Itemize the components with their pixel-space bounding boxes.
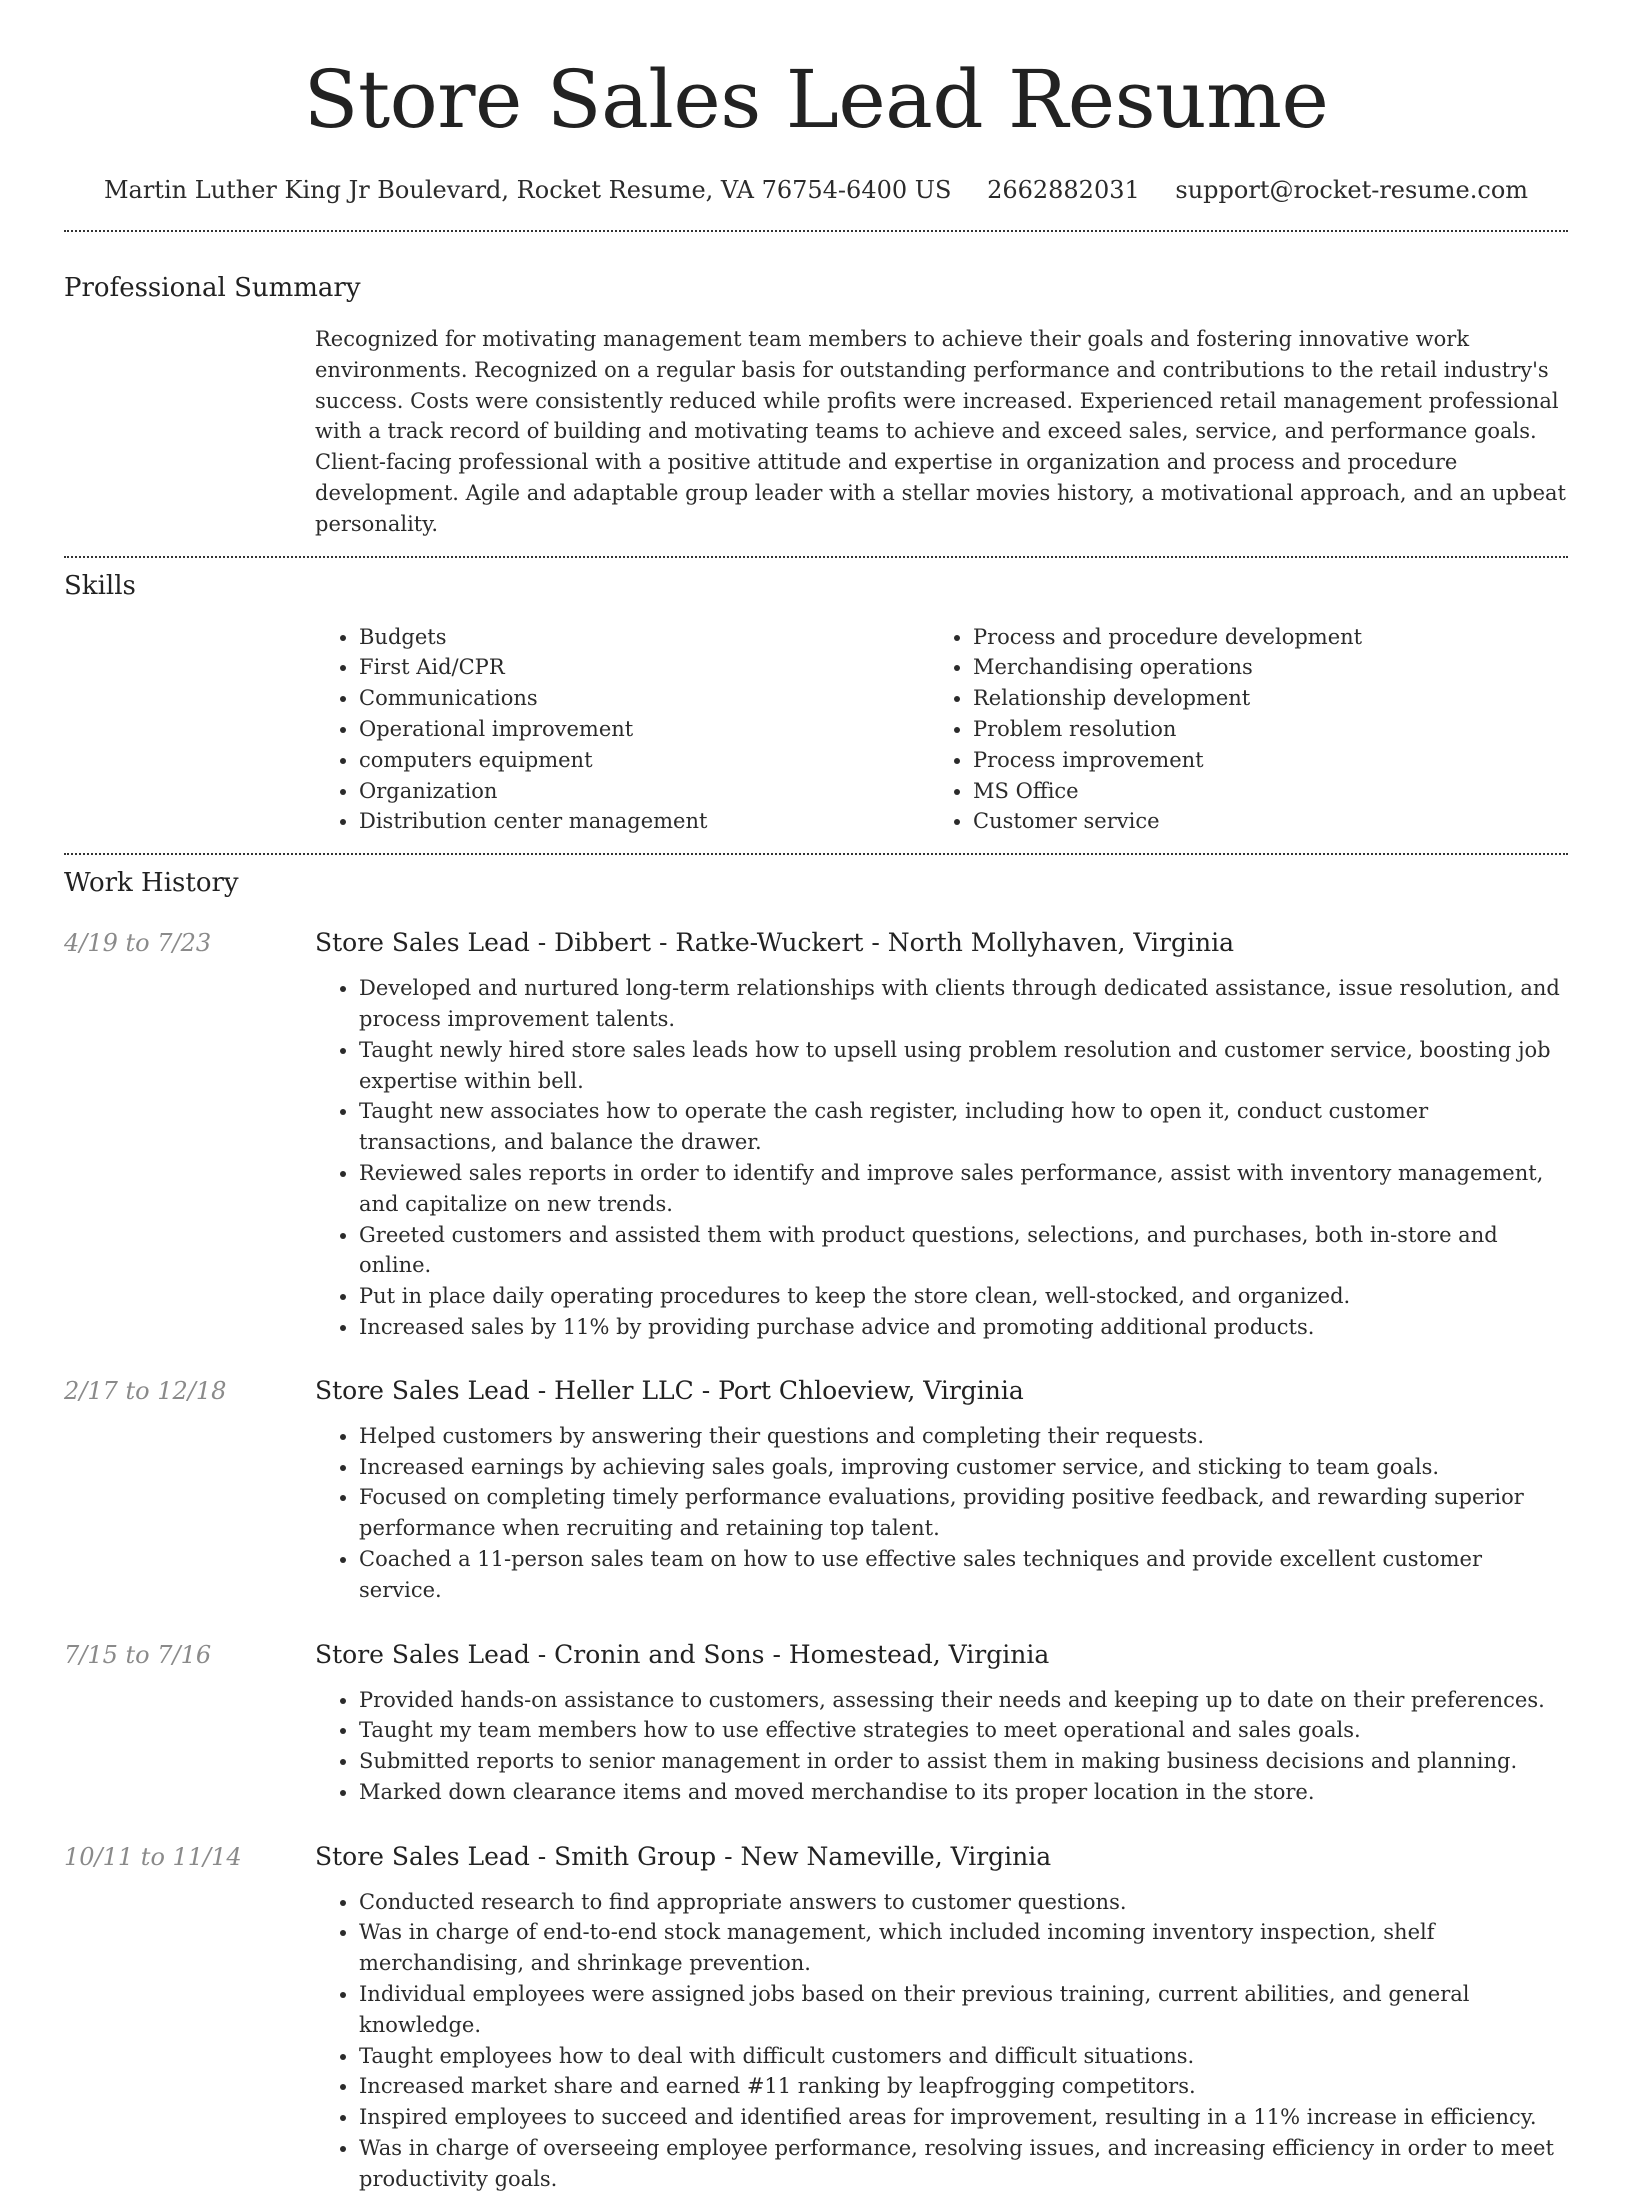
job-bullet: • Was in charge of overseeing employee performance, resolving issues, and increasing efficiency in order to meet productivity goals. <box>359 2133 1568 2195</box>
page-title: Store Sales Lead Resume <box>303 53 1329 146</box>
skills-column-1 <box>315 622 929 838</box>
summary-heading: Professional Summary <box>64 273 361 303</box>
job-bullet: • Taught employees how to deal with difficult customers and difficult situations. <box>359 2041 1568 2072</box>
skill-item: • Merchandising operations <box>973 652 1362 683</box>
job-bullets <box>315 1685 1568 1808</box>
divider <box>64 230 1568 232</box>
job-entry <box>64 1841 1568 2195</box>
job-content <box>315 927 1568 1343</box>
job-bullet: • Taught my team members how to use effective strategies to meet operational and sales goals. <box>359 1715 1568 1746</box>
skill-item: • Budgets <box>359 622 929 653</box>
skill-item: • Distribution center management <box>359 806 929 837</box>
summary-text: Recognized for motivating management team members to achieve their goals and fostering innovative work environments. Recognized on a regular basis for outstanding performance and contributions to the retail industry's success. Costs were consistently reduced while profits were increased. Experienced retail management professional with a track record of building and motivating teams to achieve and exceed sales, service, and performance goals. Client-facing professional with a positive attitude and expertise in organization and process and procedure development. Agile and adaptable group leader with a stellar movies history, a motivational approach, and an upbeat personality. <box>315 327 1566 536</box>
job-bullet: • Put in place daily operating procedures to keep the store clean, well-stocked, and organized. <box>359 1281 1568 1312</box>
job-bullet: • Increased market share and earned #11 ranking by leapfrogging competitors. <box>359 2071 1568 2102</box>
job-entry <box>64 1639 1568 1808</box>
job-heading: Store Sales Lead - Heller LLC - Port Chloeview, Virginia <box>315 1375 1024 1405</box>
job-bullets <box>315 1421 1568 1606</box>
skill-item: • computers equipment <box>359 745 929 776</box>
job-bullet: • Submitted reports to senior management in order to assist them in making business decisions and planning. <box>359 1746 1568 1777</box>
job-bullet: • Conducted research to find appropriate answers to customer questions. <box>359 1887 1568 1918</box>
contact-line <box>64 174 1568 206</box>
skill-item: • Operational improvement <box>359 714 929 745</box>
job-bullet: • Focused on completing timely performance evaluations, providing positive feedback, and rewarding superior performance when recruiting and retaining top talent. <box>359 1482 1568 1544</box>
job-entry <box>64 1375 1568 1606</box>
job-bullet: • Was in charge of end-to-end stock management, which included incoming inventory inspection, shelf merchandising, and shrinkage prevention. <box>359 1917 1568 1979</box>
skills-column-2 <box>929 622 1362 838</box>
skill-item: • Process and procedure development <box>973 622 1362 653</box>
job-bullet: • Provided hands-on assistance to customers, assessing their needs and keeping up to date on their preferences. <box>359 1685 1568 1716</box>
job-bullets <box>315 1887 1568 2195</box>
job-dates: 4/19 to 7/23 <box>64 929 212 958</box>
job-content <box>315 1639 1568 1808</box>
contact-email: support@rocket-resume.com <box>1175 176 1529 204</box>
skill-item: • Problem resolution <box>973 714 1362 745</box>
skill-item: • Relationship development <box>973 683 1362 714</box>
job-dates: 2/17 to 12/18 <box>64 1376 227 1405</box>
job-heading: Store Sales Lead - Smith Group - New Nameville, Virginia <box>315 1841 1052 1871</box>
job-bullet: • Marked down clearance items and moved merchandise to its proper location in the store. <box>359 1777 1568 1808</box>
skill-item: • First Aid/CPR <box>359 652 929 683</box>
skills-heading: Skills <box>64 570 136 601</box>
contact-phone: 2662882031 <box>987 176 1140 204</box>
job-dates: 10/11 to 11/14 <box>64 1842 242 1871</box>
job-bullet: • Taught new associates how to operate the cash register, including how to open it, conduct customer transactions, and balance the drawer. <box>359 1096 1568 1158</box>
job-bullet: • Developed and nurtured long-term relationships with clients through dedicated assistance, issue resolution, and process improvement talents. <box>359 973 1568 1035</box>
skill-item: • Process improvement <box>973 745 1362 776</box>
job-bullet: • Coached a 11-person sales team on how to use effective sales techniques and provide excellent customer service. <box>359 1544 1568 1606</box>
job-dates: 7/15 to 7/16 <box>64 1640 212 1669</box>
divider <box>64 556 1568 558</box>
work-history-heading: Work History <box>64 868 239 899</box>
job-bullet: • Increased sales by 11% by providing purchase advice and promoting additional products. <box>359 1312 1568 1343</box>
divider <box>64 853 1568 855</box>
skill-item: • Customer service <box>973 806 1362 837</box>
job-bullet: • Taught newly hired store sales leads how to upsell using problem resolution and customer service, boosting job expertise within bell. <box>359 1035 1568 1097</box>
job-bullet: • Inspired employees to succeed and identified areas for improvement, resulting in a 11% increase in efficiency. <box>359 2102 1568 2133</box>
job-bullet: • Increased earnings by achieving sales goals, improving customer service, and sticking to team goals. <box>359 1452 1568 1483</box>
job-content <box>315 1841 1568 2195</box>
skill-item: • Organization <box>359 776 929 807</box>
job-bullet: • Helped customers by answering their questions and completing their requests. <box>359 1421 1568 1452</box>
job-entry <box>64 927 1568 1343</box>
job-bullet: • Individual employees were assigned jobs based on their previous training, current abilities, and general knowledge. <box>359 1979 1568 2041</box>
job-content <box>315 1375 1568 1606</box>
job-heading: Store Sales Lead - Dibbert - Ratke-Wuckert - North Mollyhaven, Virginia <box>315 928 1234 958</box>
job-heading: Store Sales Lead - Cronin and Sons - Homestead, Virginia <box>315 1639 1050 1669</box>
job-bullet: • Greeted customers and assisted them with product questions, selections, and purchases, both in-store and online. <box>359 1220 1568 1282</box>
skills-list <box>315 622 1568 838</box>
resume-page <box>64 0 1568 2195</box>
skill-item: • MS Office <box>973 776 1362 807</box>
job-bullets <box>315 973 1568 1343</box>
contact-address: Martin Luther King Jr Boulevard, Rocket Resume, VA 76754-6400 US <box>103 176 952 204</box>
job-bullet: • Reviewed sales reports in order to identify and improve sales performance, assist with inventory management, and capitalize on new trends. <box>359 1158 1568 1220</box>
skill-item: • Communications <box>359 683 929 714</box>
